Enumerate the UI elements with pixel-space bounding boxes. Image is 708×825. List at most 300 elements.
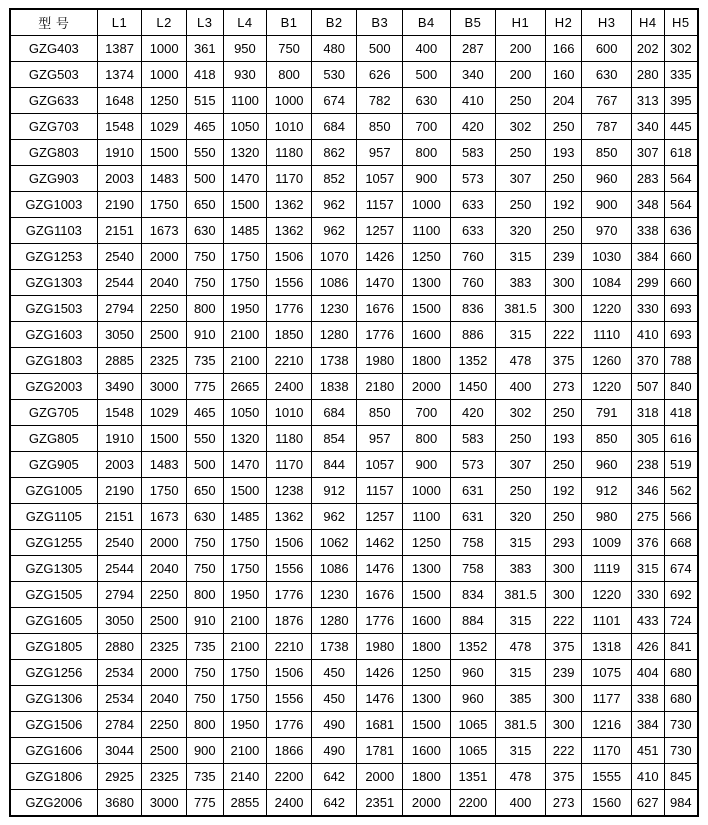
model-cell: GZG1805 [10, 634, 97, 660]
value-cell: 1676 [357, 296, 403, 322]
value-cell: 960 [582, 452, 631, 478]
value-cell: 1548 [97, 114, 142, 140]
value-cell: 750 [267, 36, 312, 62]
value-cell: 1318 [582, 634, 631, 660]
value-cell: 166 [545, 36, 582, 62]
value-cell: 2534 [97, 660, 142, 686]
column-header: L2 [142, 9, 187, 36]
column-header: H1 [496, 9, 546, 36]
value-cell: 1506 [267, 530, 312, 556]
model-cell: GZG2003 [10, 374, 97, 400]
value-cell: 1300 [403, 686, 451, 712]
model-cell: GZG1806 [10, 764, 97, 790]
value-cell: 642 [311, 764, 357, 790]
value-cell: 315 [496, 322, 546, 348]
value-cell: 674 [311, 88, 357, 114]
value-cell: 1462 [357, 530, 403, 556]
value-cell: 630 [186, 504, 223, 530]
value-cell: 1119 [582, 556, 631, 582]
value-cell: 3680 [97, 790, 142, 817]
value-cell: 1600 [403, 608, 451, 634]
value-cell: 834 [450, 582, 496, 608]
value-cell: 960 [450, 660, 496, 686]
value-cell: 2210 [267, 634, 312, 660]
value-cell: 2000 [357, 764, 403, 790]
value-cell: 775 [186, 790, 223, 817]
value-cell: 250 [545, 166, 582, 192]
value-cell: 616 [664, 426, 698, 452]
value-cell: 767 [582, 88, 631, 114]
value-cell: 730 [664, 712, 698, 738]
value-cell: 307 [496, 166, 546, 192]
table-row [10, 270, 698, 296]
value-cell: 1009 [582, 530, 631, 556]
value-cell: 750 [186, 270, 223, 296]
value-cell: 330 [631, 582, 664, 608]
model-cell: GZG1003 [10, 192, 97, 218]
table-row [10, 62, 698, 88]
value-cell: 315 [496, 608, 546, 634]
value-cell: 361 [186, 36, 223, 62]
value-cell: 1850 [267, 322, 312, 348]
value-cell: 2040 [142, 556, 187, 582]
value-cell: 970 [582, 218, 631, 244]
value-cell: 490 [311, 738, 357, 764]
value-cell: 1776 [357, 322, 403, 348]
column-header: B4 [403, 9, 451, 36]
model-cell: GZG803 [10, 140, 97, 166]
value-cell: 307 [496, 452, 546, 478]
table-row [10, 738, 698, 764]
value-cell: 1180 [267, 140, 312, 166]
model-cell: GZG1103 [10, 218, 97, 244]
value-cell: 338 [631, 218, 664, 244]
value-cell: 627 [631, 790, 664, 817]
value-cell: 1750 [223, 686, 267, 712]
value-cell: 375 [545, 348, 582, 374]
value-cell: 1170 [582, 738, 631, 764]
value-cell: 1470 [357, 270, 403, 296]
value-cell: 642 [311, 790, 357, 817]
value-cell: 1050 [223, 400, 267, 426]
value-cell: 1250 [403, 530, 451, 556]
value-cell: 1800 [403, 634, 451, 660]
value-cell: 1500 [403, 296, 451, 322]
value-cell: 1280 [311, 322, 357, 348]
value-cell: 1776 [357, 608, 403, 634]
value-cell: 2151 [97, 504, 142, 530]
value-cell: 1500 [403, 712, 451, 738]
value-cell: 630 [186, 218, 223, 244]
value-cell: 1057 [357, 452, 403, 478]
value-cell: 631 [450, 478, 496, 504]
value-cell: 1075 [582, 660, 631, 686]
value-cell: 1000 [267, 88, 312, 114]
value-cell: 1426 [357, 244, 403, 270]
value-cell: 1157 [357, 192, 403, 218]
column-header: L1 [97, 9, 142, 36]
value-cell: 850 [582, 140, 631, 166]
value-cell: 1476 [357, 686, 403, 712]
value-cell: 426 [631, 634, 664, 660]
value-cell: 1750 [223, 660, 267, 686]
model-cell: GZG1505 [10, 582, 97, 608]
table-row [10, 452, 698, 478]
value-cell: 1320 [223, 426, 267, 452]
value-cell: 573 [450, 452, 496, 478]
value-cell: 2665 [223, 374, 267, 400]
value-cell: 912 [582, 478, 631, 504]
value-cell: 500 [357, 36, 403, 62]
value-cell: 1980 [357, 348, 403, 374]
value-cell: 1500 [142, 140, 187, 166]
value-cell: 418 [186, 62, 223, 88]
value-cell: 1100 [403, 504, 451, 530]
value-cell: 280 [631, 62, 664, 88]
value-cell: 2885 [97, 348, 142, 374]
value-cell: 1300 [403, 270, 451, 296]
value-cell: 1776 [267, 712, 312, 738]
value-cell: 200 [496, 36, 546, 62]
model-cell: GZG1303 [10, 270, 97, 296]
value-cell: 3050 [97, 322, 142, 348]
model-cell: GZG633 [10, 88, 97, 114]
value-cell: 451 [631, 738, 664, 764]
value-cell: 250 [545, 114, 582, 140]
value-cell: 2880 [97, 634, 142, 660]
value-cell: 250 [496, 192, 546, 218]
value-cell: 250 [545, 504, 582, 530]
value-cell: 376 [631, 530, 664, 556]
value-cell: 2250 [142, 712, 187, 738]
value-cell: 2250 [142, 296, 187, 322]
value-cell: 338 [631, 686, 664, 712]
value-cell: 836 [450, 296, 496, 322]
value-cell: 222 [545, 608, 582, 634]
value-cell: 618 [664, 140, 698, 166]
value-cell: 340 [631, 114, 664, 140]
value-cell: 315 [496, 530, 546, 556]
value-cell: 1738 [311, 348, 357, 374]
value-cell: 320 [496, 504, 546, 530]
value-cell: 299 [631, 270, 664, 296]
value-cell: 700 [403, 114, 451, 140]
value-cell: 2544 [97, 556, 142, 582]
value-cell: 515 [186, 88, 223, 114]
value-cell: 800 [186, 712, 223, 738]
value-cell: 758 [450, 530, 496, 556]
value-cell: 383 [496, 270, 546, 296]
value-cell: 300 [545, 556, 582, 582]
value-cell: 845 [664, 764, 698, 790]
value-cell: 250 [545, 218, 582, 244]
value-cell: 660 [664, 270, 698, 296]
value-cell: 884 [450, 608, 496, 634]
value-cell: 1374 [97, 62, 142, 88]
value-cell: 273 [545, 790, 582, 817]
value-cell: 2190 [97, 192, 142, 218]
value-cell: 900 [582, 192, 631, 218]
value-cell: 530 [311, 62, 357, 88]
value-cell: 787 [582, 114, 631, 140]
value-cell: 1250 [142, 88, 187, 114]
value-cell: 730 [664, 738, 698, 764]
value-cell: 1485 [223, 504, 267, 530]
table-row [10, 114, 698, 140]
value-cell: 1560 [582, 790, 631, 817]
model-cell: GZG703 [10, 114, 97, 140]
value-cell: 758 [450, 556, 496, 582]
value-cell: 1100 [223, 88, 267, 114]
value-cell: 2400 [267, 374, 312, 400]
column-header: H4 [631, 9, 664, 36]
value-cell: 650 [186, 478, 223, 504]
value-cell: 2190 [97, 478, 142, 504]
table-row [10, 790, 698, 817]
value-cell: 1910 [97, 426, 142, 452]
value-cell: 1057 [357, 166, 403, 192]
table-row [10, 88, 698, 114]
column-header: L3 [186, 9, 223, 36]
value-cell: 383 [496, 556, 546, 582]
value-cell: 2140 [223, 764, 267, 790]
value-cell: 420 [450, 400, 496, 426]
value-cell: 450 [311, 686, 357, 712]
table-row [10, 530, 698, 556]
value-cell: 239 [545, 660, 582, 686]
value-cell: 850 [582, 426, 631, 452]
value-cell: 1170 [267, 452, 312, 478]
value-cell: 381.5 [496, 582, 546, 608]
value-cell: 550 [186, 140, 223, 166]
value-cell: 1470 [223, 166, 267, 192]
value-cell: 193 [545, 426, 582, 452]
value-cell: 850 [357, 400, 403, 426]
value-cell: 2151 [97, 218, 142, 244]
model-cell: GZG1256 [10, 660, 97, 686]
value-cell: 1110 [582, 322, 631, 348]
value-cell: 300 [545, 686, 582, 712]
value-cell: 250 [545, 400, 582, 426]
model-cell: GZG1253 [10, 244, 97, 270]
value-cell: 1230 [311, 296, 357, 322]
value-cell: 330 [631, 296, 664, 322]
value-cell: 1030 [582, 244, 631, 270]
value-cell: 1470 [223, 452, 267, 478]
value-cell: 1220 [582, 296, 631, 322]
value-cell: 300 [545, 712, 582, 738]
value-cell: 275 [631, 504, 664, 530]
value-cell: 962 [311, 504, 357, 530]
value-cell: 626 [357, 62, 403, 88]
value-cell: 400 [496, 790, 546, 817]
value-cell: 800 [267, 62, 312, 88]
model-cell: GZG1803 [10, 348, 97, 374]
value-cell: 684 [311, 400, 357, 426]
value-cell: 1000 [142, 62, 187, 88]
value-cell: 2000 [142, 244, 187, 270]
value-cell: 1170 [267, 166, 312, 192]
value-cell: 1177 [582, 686, 631, 712]
table-row [10, 504, 698, 530]
value-cell: 1257 [357, 218, 403, 244]
value-cell: 1676 [357, 582, 403, 608]
value-cell: 250 [496, 88, 546, 114]
value-cell: 287 [450, 36, 496, 62]
value-cell: 1600 [403, 738, 451, 764]
value-cell: 1980 [357, 634, 403, 660]
value-cell: 302 [496, 400, 546, 426]
model-cell: GZG1005 [10, 478, 97, 504]
value-cell: 305 [631, 426, 664, 452]
value-cell: 1250 [403, 244, 451, 270]
value-cell: 315 [631, 556, 664, 582]
value-cell: 478 [496, 348, 546, 374]
value-cell: 340 [450, 62, 496, 88]
value-cell: 2210 [267, 348, 312, 374]
value-cell: 668 [664, 530, 698, 556]
value-cell: 283 [631, 166, 664, 192]
value-cell: 1280 [311, 608, 357, 634]
value-cell: 800 [186, 582, 223, 608]
column-header: B5 [450, 9, 496, 36]
value-cell: 2794 [97, 582, 142, 608]
value-cell: 1065 [450, 712, 496, 738]
model-cell: GZG1305 [10, 556, 97, 582]
value-cell: 841 [664, 634, 698, 660]
value-cell: 2500 [142, 322, 187, 348]
value-cell: 273 [545, 374, 582, 400]
value-cell: 631 [450, 504, 496, 530]
value-cell: 465 [186, 114, 223, 140]
value-cell: 1101 [582, 608, 631, 634]
value-cell: 1876 [267, 608, 312, 634]
value-cell: 564 [664, 166, 698, 192]
value-cell: 480 [311, 36, 357, 62]
value-cell: 1320 [223, 140, 267, 166]
value-cell: 1600 [403, 322, 451, 348]
value-cell: 250 [496, 478, 546, 504]
value-cell: 250 [545, 452, 582, 478]
value-cell: 735 [186, 764, 223, 790]
model-cell: GZG403 [10, 36, 97, 62]
value-cell: 418 [664, 400, 698, 426]
table-row [10, 322, 698, 348]
value-cell: 1681 [357, 712, 403, 738]
value-cell: 1776 [267, 582, 312, 608]
value-cell: 1010 [267, 114, 312, 140]
value-cell: 1750 [223, 244, 267, 270]
value-cell: 1866 [267, 738, 312, 764]
value-cell: 300 [545, 582, 582, 608]
value-cell: 1086 [311, 270, 357, 296]
value-cell: 239 [545, 244, 582, 270]
value-cell: 465 [186, 400, 223, 426]
value-cell: 335 [664, 62, 698, 88]
value-cell: 375 [545, 764, 582, 790]
value-cell: 250 [496, 140, 546, 166]
model-cell: GZG1606 [10, 738, 97, 764]
value-cell: 962 [311, 218, 357, 244]
value-cell: 760 [450, 244, 496, 270]
value-cell: 1750 [142, 192, 187, 218]
table-row [10, 764, 698, 790]
value-cell: 1300 [403, 556, 451, 582]
value-cell: 3000 [142, 790, 187, 817]
value-cell: 2000 [142, 660, 187, 686]
value-cell: 573 [450, 166, 496, 192]
value-cell: 300 [545, 270, 582, 296]
value-cell: 850 [357, 114, 403, 140]
value-cell: 1084 [582, 270, 631, 296]
value-cell: 630 [582, 62, 631, 88]
value-cell: 1750 [223, 530, 267, 556]
value-cell: 2794 [97, 296, 142, 322]
value-cell: 782 [357, 88, 403, 114]
value-cell: 2400 [267, 790, 312, 817]
column-header: H2 [545, 9, 582, 36]
value-cell: 1065 [450, 738, 496, 764]
value-cell: 3050 [97, 608, 142, 634]
value-cell: 1556 [267, 270, 312, 296]
value-cell: 2500 [142, 608, 187, 634]
value-cell: 680 [664, 686, 698, 712]
table-row [10, 192, 698, 218]
model-cell: GZG503 [10, 62, 97, 88]
value-cell: 1362 [267, 504, 312, 530]
value-cell: 204 [545, 88, 582, 114]
value-cell: 1010 [267, 400, 312, 426]
value-cell: 1500 [223, 478, 267, 504]
model-cell: GZG1503 [10, 296, 97, 322]
value-cell: 1750 [223, 270, 267, 296]
value-cell: 1000 [403, 192, 451, 218]
value-cell: 2500 [142, 738, 187, 764]
value-cell: 250 [496, 426, 546, 452]
value-cell: 2540 [97, 530, 142, 556]
value-cell: 1230 [311, 582, 357, 608]
value-cell: 3044 [97, 738, 142, 764]
value-cell: 1352 [450, 634, 496, 660]
value-cell: 2100 [223, 608, 267, 634]
value-cell: 3000 [142, 374, 187, 400]
value-cell: 420 [450, 114, 496, 140]
value-cell: 381.5 [496, 296, 546, 322]
value-cell: 1506 [267, 660, 312, 686]
value-cell: 750 [186, 686, 223, 712]
value-cell: 450 [311, 660, 357, 686]
value-cell: 674 [664, 556, 698, 582]
value-cell: 1950 [223, 582, 267, 608]
value-cell: 750 [186, 660, 223, 686]
value-cell: 957 [357, 140, 403, 166]
value-cell: 1776 [267, 296, 312, 322]
value-cell: 1450 [450, 374, 496, 400]
value-cell: 862 [311, 140, 357, 166]
value-cell: 202 [631, 36, 664, 62]
table-row [10, 660, 698, 686]
value-cell: 1220 [582, 374, 631, 400]
column-header: L4 [223, 9, 267, 36]
model-cell: GZG1255 [10, 530, 97, 556]
value-cell: 2325 [142, 764, 187, 790]
value-cell: 1483 [142, 166, 187, 192]
value-cell: 984 [664, 790, 698, 817]
value-cell: 1738 [311, 634, 357, 660]
value-cell: 1260 [582, 348, 631, 374]
value-cell: 2100 [223, 348, 267, 374]
value-cell: 2040 [142, 686, 187, 712]
